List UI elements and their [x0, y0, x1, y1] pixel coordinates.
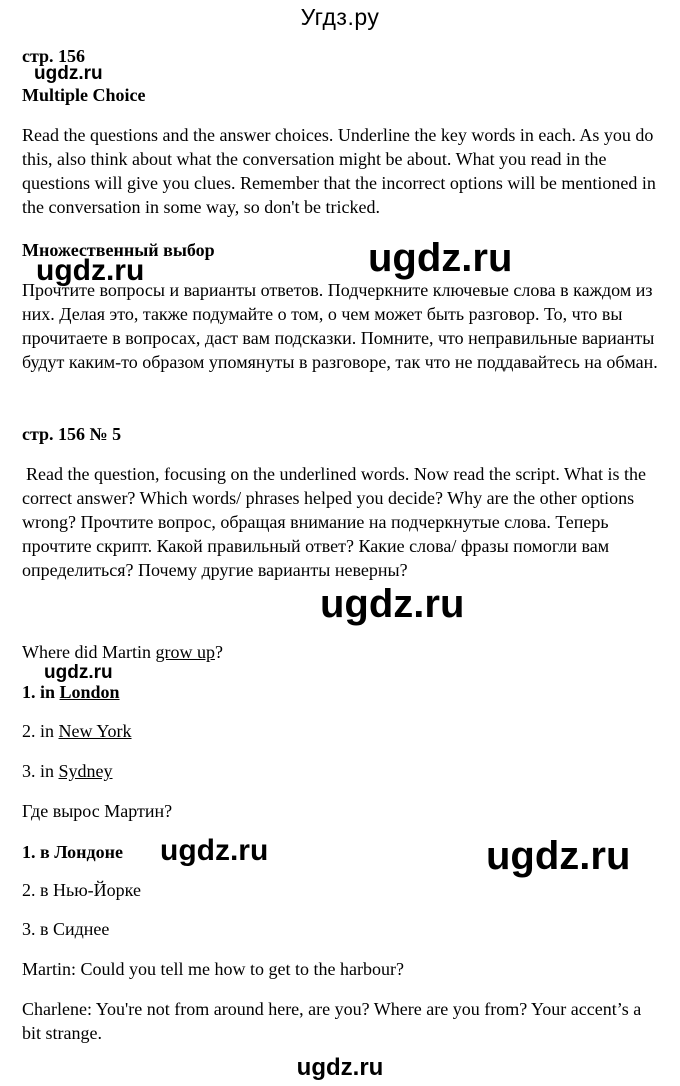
dialogue-line-2: Charlene: You're not from around here, are you? Where are you from? Your accent’s a bit strange.	[22, 999, 642, 1043]
option-2	[22, 719, 132, 743]
question-ru: Где вырос Мартин?	[22, 801, 173, 821]
watermark: ugdz.ru	[44, 662, 113, 683]
option-3	[22, 759, 113, 783]
option-number: 1. in	[22, 682, 60, 702]
instructions-en: Read the questions and the answer choices. Underline the key words in each. As you do this, also think about what the conversation might be about. What you read in the questions will give you clues. Remember that the incorrect options will be mentioned in the conversation in some way, so don't be tricked.	[22, 125, 656, 217]
watermark: ugdz.ru	[160, 834, 269, 867]
site-title: Угдз.ру	[300, 4, 380, 30]
option-ru-3: 3. в Сиднее	[22, 919, 110, 939]
exercise-heading: стр. 156 № 5	[22, 424, 122, 444]
question-underlined: grow up	[155, 642, 215, 662]
page-ref-heading: стр. 156	[22, 46, 86, 66]
watermark: ugdz.ru	[368, 236, 513, 280]
dialogue-line-1: Martin: Could you tell me how to get to the harbour?	[22, 959, 404, 979]
exercise-instructions: Read the question, focusing on the underlined words. Now read the script. What is the correct answer? Which words/ phrases helped you decide? Why are the other options wrong? Прочтите вопрос, обращая внимание на подчеркнутые слова. Теперь прочтите скрипт. Какой правильный ответ? Какие слова/ фразы помогли вам определиться? Почему другие варианты неверны?	[22, 464, 647, 580]
option-number: 3. in	[22, 761, 59, 781]
site-footer: ugdz.ru	[296, 1054, 384, 1081]
question-mark: ?	[214, 642, 223, 662]
option-1	[22, 680, 120, 704]
option-ru-1: 1. в Лондоне	[22, 842, 124, 862]
instructions-ru: Прочтите вопросы и варианты ответов. Подчеркните ключевые слова в каждом из них. Делая это, также подумайте о том, о чем может быть разговор. То, что вы прочитаете в вопросах, даст вам подсказки. Помните, что неправильные варианты будут каким-то образом упомянуты в разговоре, так что не поддавайтесь на обман.	[22, 280, 658, 372]
option-place: New York	[58, 721, 132, 741]
watermark: ugdz.ru	[36, 254, 145, 287]
watermark: ugdz.ru	[34, 63, 103, 84]
question-en	[22, 640, 223, 664]
watermark: ugdz.ru	[320, 582, 465, 626]
option-number: 2. in	[22, 721, 59, 741]
option-place: Sydney	[58, 761, 113, 781]
option-ru-2: 2. в Нью-Йорке	[22, 880, 141, 900]
watermark: ugdz.ru	[486, 834, 631, 878]
question-text: Where did Martin	[22, 642, 156, 662]
section-heading-ru: Множественный выбор	[22, 240, 215, 260]
option-place: London	[59, 682, 120, 702]
section-subheading: Multiple Choice	[22, 85, 146, 105]
